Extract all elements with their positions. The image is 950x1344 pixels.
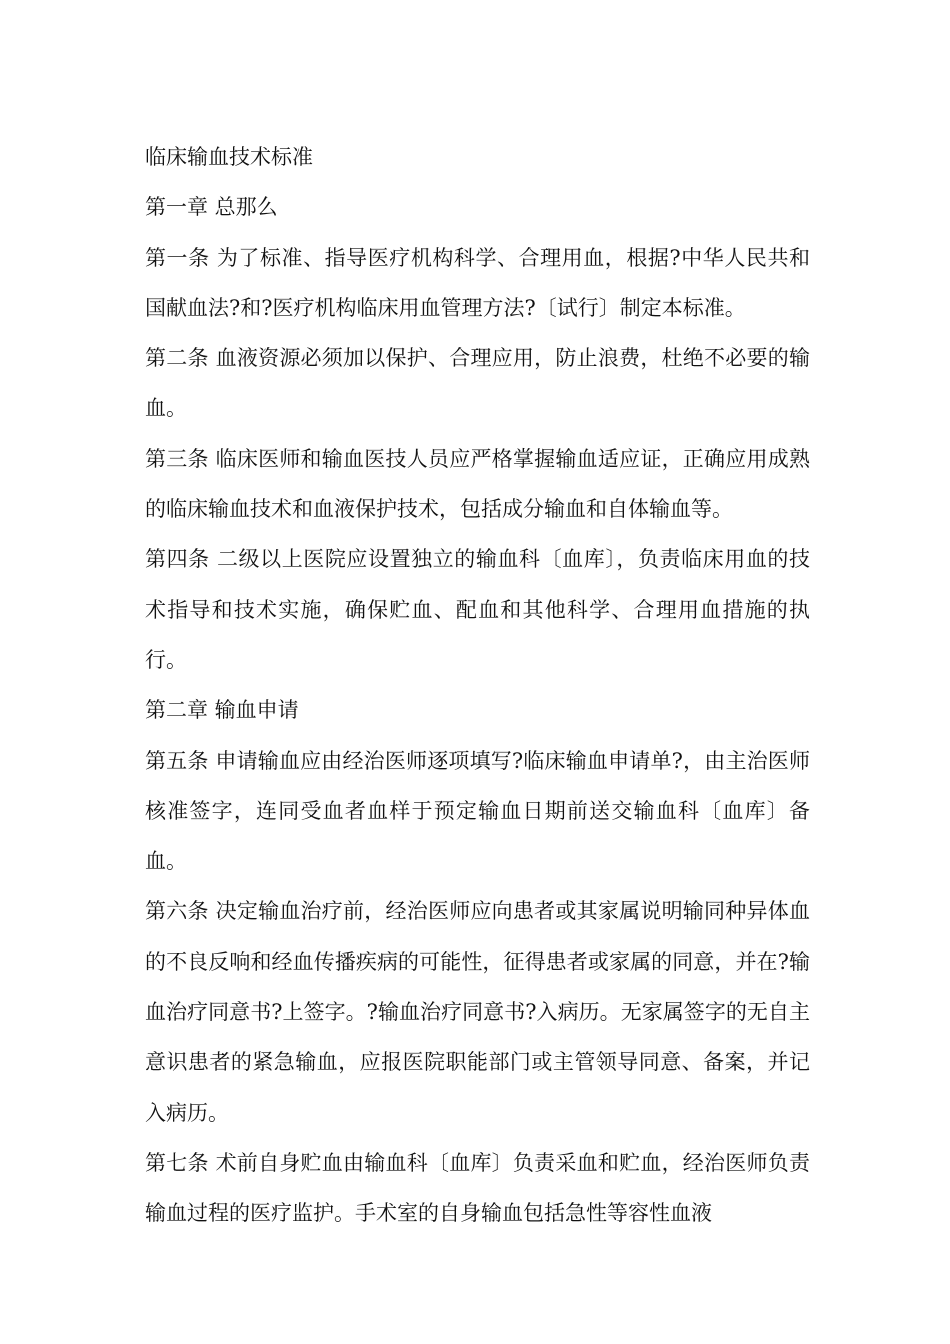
chapter-1-heading: 第一章 总那么 xyxy=(145,195,278,220)
document-body xyxy=(145,132,810,1239)
article-5: 第五条 申请输血应由经治医师逐项填写?临床输血申请单?，由主治医师核准签字，连同受血者血样于预定输血日期前送交输血科〔血库〕备血。 xyxy=(145,748,810,874)
article-1: 第一条 为了标准、指导医疗机构科学、合理用血，根据?中华人民共和国献血法?和?医疗机构临床用血管理方法?〔试行〕制定本标准。 xyxy=(145,245,810,320)
article-6: 第六条 决定输血治疗前，经治医师应向患者或其家属说明输同种异体血的不良反响和经血传播疾病的可能性，征得患者或家属的同意，并在?输血治疗同意书?上签字。?输血治疗同意书?入病历。无家属签字的无自主意识患者的紧急输血，应报医院职能部门或主管领导同意、备案，并记入病历。 xyxy=(145,899,810,1125)
chapter-2-heading: 第二章 输血申请 xyxy=(145,698,299,723)
document-title: 临床输血技术标准 xyxy=(145,145,313,169)
article-2: 第二条 血液资源必须加以保护、合理应用，防止浪费，杜绝不必要的输血。 xyxy=(145,346,810,421)
article-7: 第七条 术前自身贮血由输血科〔血库〕负责采血和贮血，经治医师负责输血过程的医疗监护。手术室的自身输血包括急性等容性血液 xyxy=(145,1150,810,1226)
article-3: 第三条 临床医师和输血医技人员应严格掌握输血适应证，正确应用成熟的临床输血技术和血液保护技术，包括成分输血和自体输血等。 xyxy=(145,446,810,522)
article-4: 第四条 二级以上医院应设置独立的输血科〔血库〕，负责临床用血的技术指导和技术实施，确保贮血、配血和其他科学、合理用血措施的执行。 xyxy=(145,547,810,672)
